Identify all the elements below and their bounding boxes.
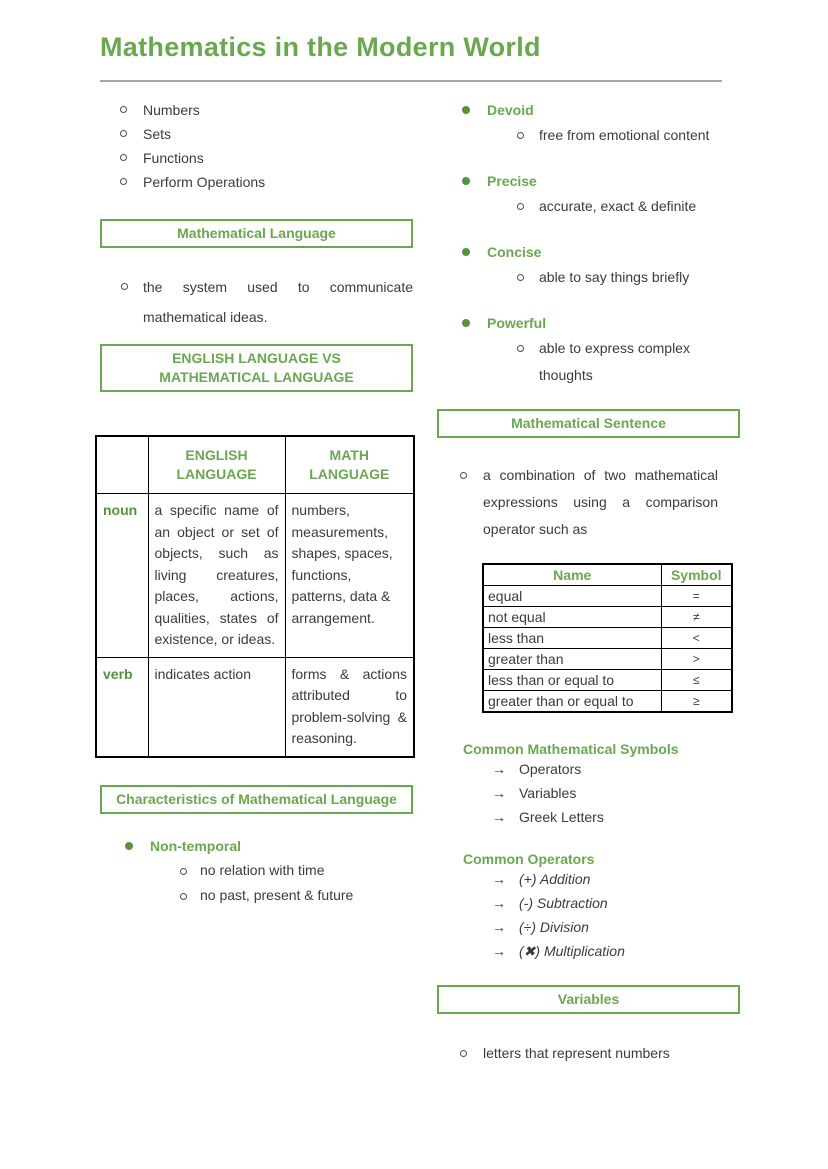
table-row (483, 649, 732, 670)
list-item-label: Perform Operations (143, 174, 266, 190)
quality-sub-list (437, 335, 740, 389)
section-box-mathematical-language: Mathematical Language (100, 219, 413, 248)
row-term: noun (96, 494, 148, 658)
symbol-name: less than (483, 628, 661, 649)
symbol-name: equal (483, 586, 661, 607)
table-row (483, 670, 732, 691)
list-item-label: (✖) Multiplication (519, 943, 625, 959)
dot-bullet-icon (462, 319, 470, 327)
list-item (100, 170, 413, 194)
definition-text: the system used to communicate mathematical ideas. (143, 279, 413, 325)
variables-definition (437, 1040, 740, 1067)
section-box-mathematical-sentence: Mathematical Sentence (437, 409, 740, 438)
list-item-label: (÷) Division (519, 919, 589, 935)
symbol-glyph: ≠ (661, 607, 732, 628)
dot-bullet-icon (462, 248, 470, 256)
definition-text: a combination of two mathematical expressions using a comparison operator such as (483, 467, 718, 537)
english-language-header: ENGLISH LANGUAGE (148, 436, 285, 494)
circle-bullet-icon (460, 472, 467, 479)
characteristic-group (100, 834, 413, 908)
symbol-name: greater than or equal to (483, 691, 661, 713)
list-item-label: Functions (143, 150, 204, 166)
dot-bullet-icon (462, 177, 470, 185)
quality-group (437, 240, 740, 291)
definition-text: letters that represent numbers (483, 1045, 670, 1061)
table-header-row (96, 436, 414, 494)
circle-bullet-icon (517, 345, 524, 352)
symbols-list (437, 757, 740, 829)
symbol-glyph: > (661, 649, 732, 670)
list-item-label: (-) Subtraction (519, 895, 608, 911)
list-item-label: Greek Letters (519, 809, 604, 825)
list-item (437, 891, 740, 915)
page-title: Mathematics in the Modern World (100, 32, 541, 62)
table-row (96, 657, 414, 757)
symbol-name: less than or equal to (483, 670, 661, 691)
table-row (483, 586, 732, 607)
english-definition: indicates action (148, 657, 285, 757)
circle-bullet-icon (460, 1050, 467, 1057)
characteristic-term (100, 834, 413, 858)
intro-list (100, 98, 413, 194)
arrow-bullet-icon: → (492, 785, 506, 801)
symbol-name: not equal (483, 607, 661, 628)
table-row (483, 607, 732, 628)
table-row (483, 628, 732, 649)
arrow-bullet-icon: → (492, 919, 506, 935)
comparison-symbols-table (482, 563, 733, 713)
math-definition: forms & actions attributed to problem-solving & reasoning. (285, 657, 414, 757)
arrow-bullet-icon: → (492, 943, 506, 959)
symbol-glyph: ≥ (661, 691, 732, 713)
list-item (437, 781, 740, 805)
quality-sub-list (437, 122, 740, 149)
dot-bullet-icon (125, 842, 133, 850)
sub-item-label: able to express complex thoughts (539, 340, 690, 383)
symbol-name: greater than (483, 649, 661, 670)
math-language-header: MATH LANGUAGE (285, 436, 414, 494)
common-mathematical-symbols-heading: Common Mathematical Symbols (463, 741, 679, 757)
term-label: Non-temporal (150, 837, 241, 854)
right-column (437, 98, 740, 1067)
list-item (437, 939, 740, 963)
circle-bullet-icon (517, 132, 524, 139)
circle-bullet-icon (517, 203, 524, 210)
title-divider (100, 80, 722, 82)
quality-sub-list (437, 193, 740, 220)
quality-term (437, 169, 740, 193)
left-column (100, 98, 413, 928)
quality-group (437, 98, 740, 149)
table-row (96, 494, 414, 658)
section-box-characteristics: Characteristics of Mathematical Language (100, 785, 413, 814)
term-label: Concise (487, 244, 542, 260)
sub-item-label: accurate, exact & definite (539, 198, 697, 214)
list-item (437, 805, 740, 829)
circle-bullet-icon (180, 893, 187, 900)
list-item (437, 915, 740, 939)
list-item (100, 98, 413, 122)
common-operators-heading: Common Operators (463, 851, 595, 867)
circle-bullet-icon (517, 274, 524, 281)
empty-header-cell (96, 436, 148, 494)
circle-bullet-icon (121, 283, 128, 290)
quality-term (437, 311, 740, 335)
symbol-header: Symbol (661, 564, 732, 586)
arrow-bullet-icon: → (492, 871, 506, 887)
table-header-row (483, 564, 732, 586)
arrow-bullet-icon: → (492, 761, 506, 777)
name-header: Name (483, 564, 661, 586)
sub-item (437, 264, 714, 291)
sub-item (437, 122, 714, 149)
list-item (437, 757, 740, 781)
symbol-glyph: < (661, 628, 732, 649)
list-item-label: Variables (519, 785, 577, 801)
sub-item (437, 335, 714, 389)
list-item-label: (+) Addition (519, 871, 591, 887)
list-item (100, 122, 413, 146)
row-term: verb (96, 657, 148, 757)
quality-term (437, 98, 740, 122)
term-label: Precise (487, 173, 537, 189)
sub-item (437, 193, 714, 220)
section-box-english-vs-math: ENGLISH LANGUAGE VS MATHEMATICAL LANGUAGE (100, 344, 413, 392)
circle-bullet-icon (120, 130, 127, 137)
table-row (483, 691, 732, 713)
circle-bullet-icon (120, 178, 127, 185)
circle-bullet-icon (120, 106, 127, 113)
math-definition: numbers, measurements, shapes, spaces, functions, patterns, data & arrangement. (285, 494, 414, 658)
sub-item (100, 858, 413, 883)
circle-bullet-icon (180, 868, 187, 875)
term-label: Powerful (487, 315, 547, 331)
sub-item-label: able to say things briefly (539, 269, 690, 285)
list-item-label: Operators (519, 761, 582, 777)
sub-item-label: no past, present & future (200, 886, 354, 903)
mathematical-sentence-definition (437, 462, 718, 543)
list-item-label: Sets (143, 126, 172, 142)
circle-bullet-icon (120, 154, 127, 161)
quality-group (437, 311, 740, 389)
quality-sub-list (437, 264, 740, 291)
symbol-glyph: ≤ (661, 670, 732, 691)
section-box-variables: Variables (437, 985, 740, 1014)
arrow-bullet-icon: → (492, 895, 506, 911)
sub-item-label: no relation with time (200, 861, 325, 878)
sub-item (100, 883, 413, 908)
list-item (100, 146, 413, 170)
symbol-glyph: = (661, 586, 732, 607)
quality-term (437, 240, 740, 264)
dot-bullet-icon (462, 106, 470, 114)
language-comparison-table (95, 435, 415, 758)
term-label: Devoid (487, 102, 534, 118)
mathematical-language-definition (100, 272, 413, 332)
list-item-label: Numbers (143, 102, 200, 118)
operators-list (437, 867, 740, 963)
sub-item-label: free from emotional content (539, 127, 710, 143)
english-definition: a specific name of an object or set of objects, such as living creatures, places, actions, qualities, states of existence, or ideas. (148, 494, 285, 658)
characteristic-sub-list (100, 858, 413, 908)
list-item (437, 867, 740, 891)
arrow-bullet-icon: → (492, 809, 506, 825)
quality-group (437, 169, 740, 220)
